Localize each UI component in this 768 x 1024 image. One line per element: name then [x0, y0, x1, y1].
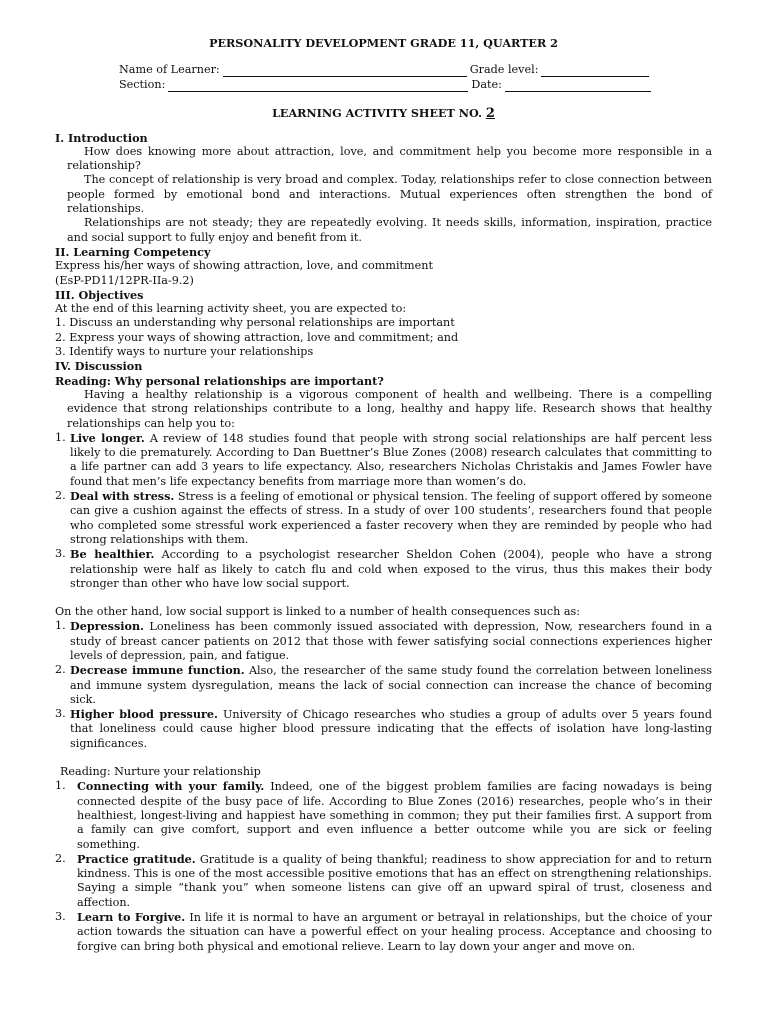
grade-field[interactable] [541, 65, 649, 77]
list-item [55, 707, 712, 751]
list-item [55, 619, 712, 663]
discussion-heading: IV. Discussion [55, 359, 143, 374]
list-number: 2. [55, 663, 66, 677]
list-item [55, 547, 712, 591]
list-item [55, 663, 712, 707]
list-number: 1. [55, 779, 66, 793]
list-number: 1. [55, 430, 66, 444]
intro-paragraph-3: Relationships are not steady; they are repeatedly evolving. It needs skills, information, inspiration, practice and social support to fully enjoy and benefit from it. [67, 216, 712, 244]
list-item-title: Depression. [70, 619, 144, 634]
list-item-title: Deal with stress. [70, 489, 175, 504]
name-field[interactable] [223, 65, 467, 77]
list-item-title: Be healthier. [70, 547, 155, 562]
list-item [55, 910, 712, 954]
date-field[interactable] [505, 80, 651, 92]
objective-item: 2. Express your ways of showing attraction, love and commitment; and [55, 330, 459, 344]
list-item [55, 489, 712, 547]
list-number: 2. [55, 851, 66, 865]
sheet-title [55, 106, 712, 121]
intro-paragraph-1: How does knowing more about attraction, love, and commitment help you become more responsible in a relationship? [67, 144, 712, 173]
objectives-lead: At the end of this learning activity sheet, you are expected to: [55, 302, 407, 316]
list-item-title: Learn to Forgive. [77, 910, 186, 925]
name-grade-row [119, 62, 712, 77]
list-item [55, 779, 712, 851]
reading-1-intro: Having a healthy relationship is a vigorous component of health and wellbeing. There is a compelling evidence that strong relationships contribute to a long, healthy and happy life. Research shows that healthy relationships can help you to: [67, 387, 712, 430]
list-item-text: Stress is a feeling of emotional or physical tension. The feeling of support offered by someone can give a cushion against the effects of stress. In a study of over 100 students’, researchers found that people who completed some stressful work experienced a faster recovery when they are reminded by people who had strong relationships with them. [70, 490, 712, 546]
list-item-text: Also, the researcher of the same study found the correlation between loneliness and immune system dysregulation, means the lack of social connection can increase the chance of becoming sick. [70, 664, 712, 706]
reading-1-title: Reading: Why personal relationships are important? [55, 373, 384, 388]
list-number: 3. [55, 547, 66, 561]
sheet-title-text: LEARNING ACTIVITY SHEET NO. [272, 106, 482, 121]
introduction-heading: I. Introduction [55, 130, 148, 145]
list-item-text: A review of 148 studies found that people with strong social relationships are half percent less likely to die prematurely. According to Dan Buettner’s Blue Zones (2008) research calculates that committing to a life partner can add 3 years to life expectancy. Also, researchers Nicholas Christakis and James Fowler have found that men’s life expectancy benefits from marriage more than women’s do. [70, 431, 712, 488]
list-item-text: Loneliness has been commonly issued associated with depression, Now, researchers found in a study of breast cancer patients on 2012 that those with fewer satisfying social connections experiences higher levels of depression, pain, and fatigue. [70, 620, 712, 662]
objectives-heading: III. Objectives [55, 287, 144, 302]
reading-2-title: Reading: Nurture your relationship [60, 765, 261, 779]
list-item [55, 431, 712, 489]
list-item-title: Live longer. [70, 430, 145, 445]
section-label: Section: [119, 78, 166, 91]
list-item-text: In life it is normal to have an argument or betrayal in relationships, but the choice of your action towards the situation can have a powerful effect on your healing process. Acceptance and choosing to forgive can bring both physical and emotional relieve. Learn to lay down your anger and move on. [77, 911, 712, 953]
name-label: Name of Learner: [119, 63, 220, 76]
competency-text: Express his/her ways of showing attraction, love, and commitment [55, 259, 433, 273]
list-item-title: Decrease immune function. [70, 663, 245, 678]
list-number: 3. [55, 910, 66, 924]
list-item-text: University of Chicago researches who studies a group of adults over 5 years found that loneliness could cause higher blood pressure indicating that the effects of isolation have long-lasting significances. [70, 708, 712, 750]
list-item-title: Practice gratitude. [77, 851, 196, 866]
section-date-row [119, 77, 712, 92]
document-title: PERSONALITY DEVELOPMENT GRADE 11, QUARTER 2 [209, 36, 558, 50]
list-item-text: According to a psychologist researcher Sheldon Cohen (2004), people who have a strong relationship were half as likely to catch flu and cold when exposed to the virus, thus this makes their body stronger than other who have low social support. [70, 548, 712, 590]
list-item-title: Connecting with your family. [77, 779, 265, 794]
competency-heading: II. Learning Competency [55, 244, 211, 259]
sheet-number: 2 [485, 106, 495, 122]
intro-paragraph-2: The concept of relationship is very broad and complex. Today, relationships refer to close connection between people formed by emotional bond and interactions. Mutual experiences often strengthen the bond of relationships. [67, 173, 712, 216]
list-number: 3. [55, 707, 66, 721]
competency-code: (EsP-PD11/12PR-IIa-9.2) [55, 273, 194, 287]
consequences-lead: On the other hand, low social support is linked to a number of health consequences such as: [55, 605, 581, 619]
date-label: Date: [471, 78, 502, 91]
learner-fields [119, 62, 712, 92]
list-item-title: Higher blood pressure. [70, 707, 218, 722]
objective-item: 3. Identify ways to nurture your relationships [55, 345, 314, 359]
grade-label: Grade level: [469, 63, 539, 76]
list-item [55, 852, 712, 910]
objective-item: 1. Discuss an understanding why personal relationships are important [55, 316, 455, 330]
list-number: 1. [55, 619, 66, 633]
section-field[interactable] [168, 80, 468, 92]
list-number: 2. [55, 489, 66, 503]
list-item-text: Gratitude is a quality of being thankful; readiness to show appreciation for and to return kindness. This is one of the most accessible positive emotions that has an effect on strengthening relationships. Saying a simple “thank you” when someone listens can give off an upward spiral of trust, closeness and affection. [77, 852, 712, 909]
list-item-text: Indeed, one of the biggest problem families are facing nowadays is being connected despite of the busy pace of life. According to Blue Zones (2016) researches, people who’s in their healthiest, longest-living and happiest have something in common; they put their families first. A support from a family can give comfort, support and even influence a better outcome while you are sick or feeling something. [77, 780, 712, 851]
